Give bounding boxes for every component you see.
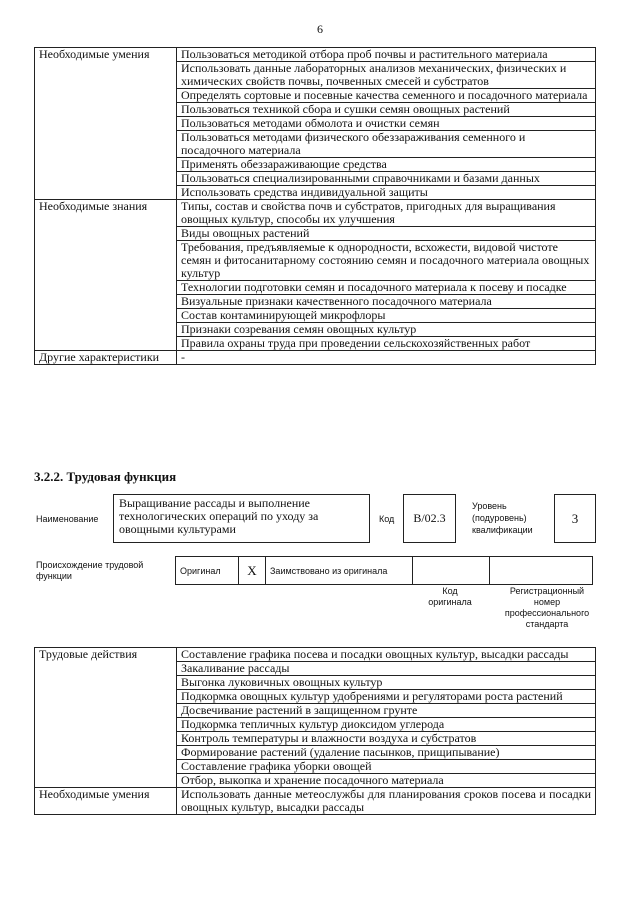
row-item: Подкормка овощных культур удобрениями и регуляторами роста растений xyxy=(177,690,596,704)
table-row xyxy=(35,200,596,227)
table-row xyxy=(35,788,596,815)
row-item: Составление графика уборки овощей xyxy=(177,760,596,774)
row-item: Составление графика посева и посадки овощных культур, высадки рассады xyxy=(177,648,596,662)
origin-reg-number-cell xyxy=(490,557,593,585)
qualification-level-label: Уровень (подуровень) квалификации xyxy=(472,501,533,535)
row-item: Контроль температуры и влажности воздуха и субстратов xyxy=(177,732,596,746)
row-item: Пользоваться методами обмолота и очистки семян xyxy=(177,117,596,131)
origin-borrowed-cell: Заимствовано из оригинала xyxy=(266,557,413,585)
row-category-label: Трудовые действия xyxy=(35,648,177,788)
row-item: Закаливание рассады xyxy=(177,662,596,676)
row-item: Технологии подготовки семян и посадочного материала к посеву и посадке xyxy=(177,281,596,295)
row-item: Типы, состав и свойства почв и субстратов, пригодных для выращивания овощных культур, способы их улучшения xyxy=(177,200,596,227)
origin-table xyxy=(175,556,593,585)
row-item: Использовать данные метеослужбы для планирования сроков посева и посадки овощных культур, высадки рассады xyxy=(177,788,596,815)
section-title: 3.2.2. Трудовая функция xyxy=(34,469,177,484)
row-category-label: Необходимые умения xyxy=(35,48,177,200)
row-item: Пользоваться техникой сбора и сушки семян овощных растений xyxy=(177,103,596,117)
row-item: Формирование растений (удаление пасынков, прищипывание) xyxy=(177,746,596,760)
labor-actions-table xyxy=(34,647,596,815)
row-item: Отбор, выкопка и хранение посадочного материала xyxy=(177,774,596,788)
origin-original-cell: Оригинал xyxy=(176,557,239,585)
original-code-label: Код оригинала xyxy=(428,586,472,607)
table-row xyxy=(35,648,596,662)
registration-number-label: Регистрационный номер профессионального стандарта xyxy=(504,586,590,629)
row-item: Правила охраны труда при проведении сельскохозяйственных работ xyxy=(177,337,596,351)
origin-mark-cell: X xyxy=(239,557,266,585)
row-item: Подкормка тепличных культур диоксидом углерода xyxy=(177,718,596,732)
row-category-label: Необходимые умения xyxy=(35,788,177,815)
code-label: Код xyxy=(379,514,395,524)
row-item: Признаки созревания семян овощных культур xyxy=(177,323,596,337)
skills-knowledge-table xyxy=(34,47,596,365)
function-code-box: В/02.3 xyxy=(403,494,456,543)
name-label: Наименование xyxy=(36,514,99,524)
origin-label: Происхождение трудовой функции xyxy=(36,560,144,581)
row-item: Пользоваться методикой отбора проб почвы и растительного материала xyxy=(177,48,596,62)
row-item: Использовать данные лабораторных анализов механических, физических и химических свойств почвы, почвенных смесей и субстратов xyxy=(177,62,596,89)
row-item: Требования, предъявляемые к однородности, всхожести, видовой чистоте семян и фитосанитарному состоянию семян и посадочного материала овощных культур xyxy=(177,241,596,281)
row-item: Состав контаминирующей микрофлоры xyxy=(177,309,596,323)
table-row xyxy=(35,48,596,62)
row-item: - xyxy=(177,351,596,365)
row-category-label: Необходимые знания xyxy=(35,200,177,351)
row-item: Выгонка луковичных овощных культур xyxy=(177,676,596,690)
row-item: Определять сортовые и посевные качества семенного и посадочного материала xyxy=(177,89,596,103)
function-name-box: Выращивание рассады и выполнение технологических операций по уходу за овощными культурами xyxy=(113,494,370,543)
page-number: 6 xyxy=(317,22,323,36)
row-item: Пользоваться методами физического обеззараживания семенного и посадочного материала xyxy=(177,131,596,158)
row-item: Использовать средства индивидуальной защиты xyxy=(177,186,596,200)
row-item: Визуальные признаки качественного посадочного материала xyxy=(177,295,596,309)
origin-code-cell xyxy=(413,557,490,585)
row-item: Виды овощных растений xyxy=(177,227,596,241)
row-item: Применять обеззараживающие средства xyxy=(177,158,596,172)
table-row xyxy=(35,351,596,365)
row-item: Пользоваться специализированными справочниками и базами данных xyxy=(177,172,596,186)
row-item: Досвечивание растений в защищенном грунте xyxy=(177,704,596,718)
row-category-label: Другие характеристики xyxy=(35,351,177,365)
qualification-level-box: 3 xyxy=(554,494,596,543)
